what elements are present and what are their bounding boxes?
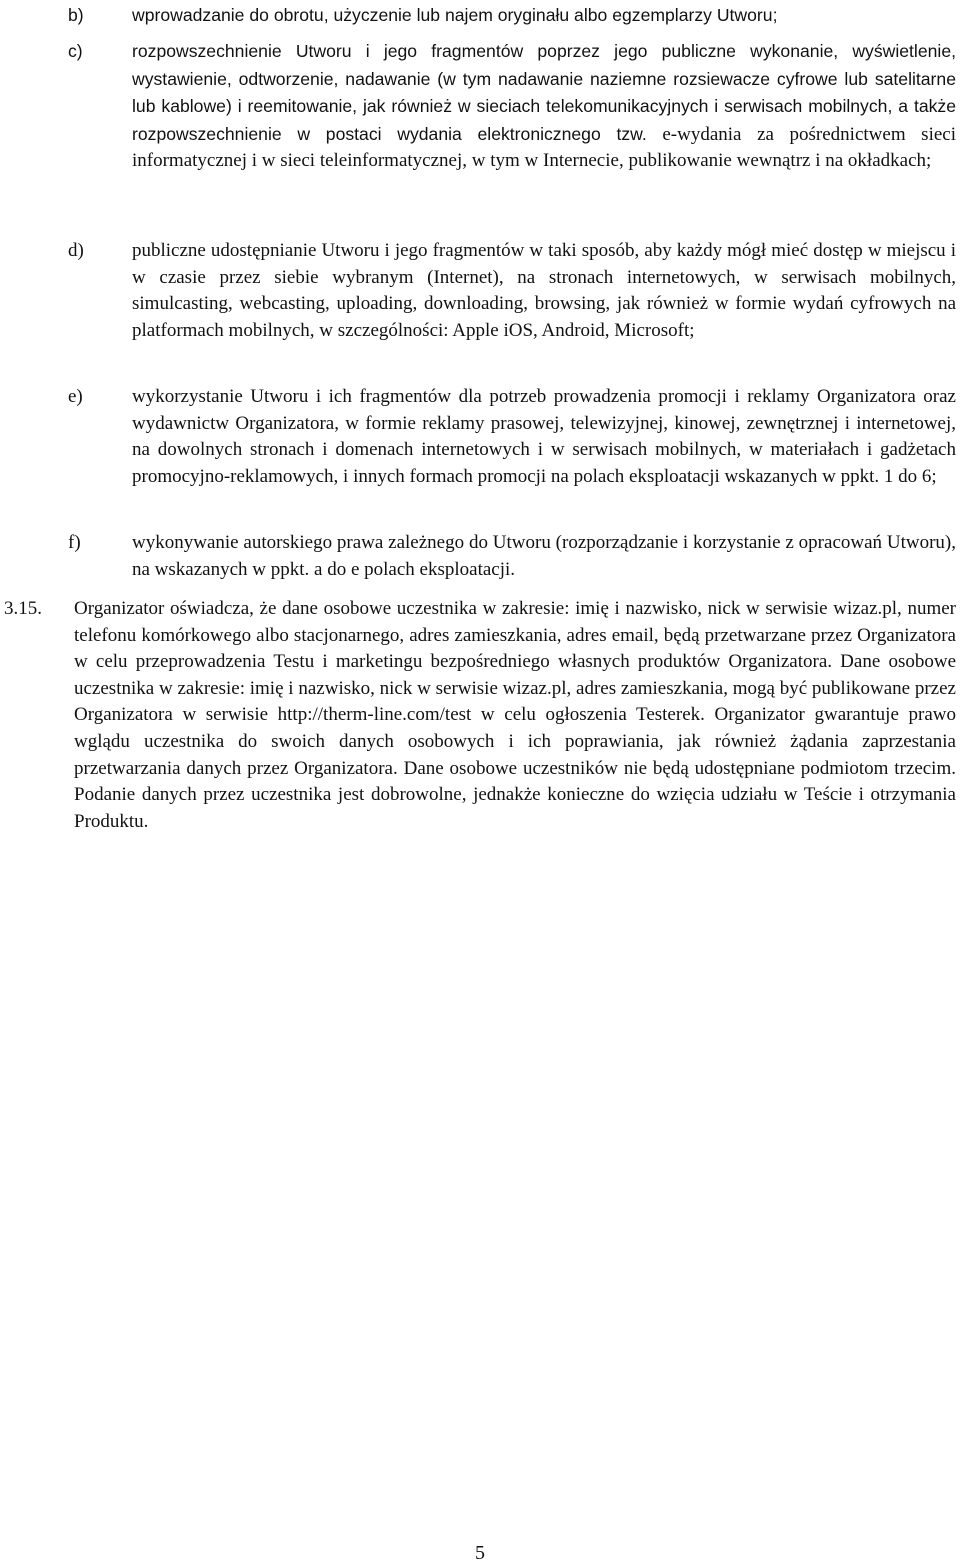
page-number: 5 — [475, 1542, 485, 1564]
list-item-text: publiczne udostępnianie Utworu i jego fragmentów w taki sposób, aby każdy mógł mieć dostęp w miejscu i w czasie przez siebie wybranym (Internet), na stronach internetowych, w serwisach mobilnych, simulcasting, webcasting, uploading, downloading, browsing, jak również w formie wydań cyfrowych na platformach mobilnych, w szczególności: Apple iOS, Android, Microsoft; — [132, 240, 956, 341]
list-item-text: wprowadzanie do obrotu, użyczenie lub najem oryginału albo egzemplarzy Utworu; — [132, 5, 778, 25]
list-item-text-part: e-wydania za pośrednictwem sieci informatycznej i w sieci teleinformatycznej, w tym w Internecie, publikowanie wewnątrz i na okładkach; — [132, 123, 956, 172]
list-item-text: wykorzystanie Utworu i ich fragmentów dla potrzeb prowadzenia promocji i reklamy Organizatora oraz wydawnictw Organizatora, w formie reklamy prasowej, telewizyjnej, kinowej, zewnętrznej i internetowej, na dowolnych stronach i domenach internetowych i w serwisach mobilnych, w materiałach i gadżetach promocyjno-reklamowych, i innych formach promocji na polach eksploatacji wskazanych w ppkt. 1 do 6; — [132, 386, 956, 487]
list-marker: b) — [68, 5, 84, 25]
list-item-text-part: rozpowszechnienie Utworu i jego fragmentów poprzez jego publiczne wykonanie, wyświetlenie, wystawienie, odtworzenie, nadawanie (w tym nadawanie naziemne rozsiewacze cyfrowe lub satelitarne lub kablowe) i reemitowanie, jak również w sieciach telekomunikacyjnych i serwisach mobilnych, a także rozpowszechnienie w postaci wydania elektronicznego tzw. — [132, 41, 956, 144]
list-marker: e) — [68, 386, 83, 407]
section-number: 3.15. — [4, 598, 42, 619]
list-item-text: wykonywanie autorskiego prawa zależnego do Utworu (rozporządzanie i korzystanie z opracowań Utworu), na wskazanych w ppkt. a do e polach eksploatacji. — [132, 532, 956, 580]
list-marker: f) — [68, 532, 81, 553]
list-marker: c) — [68, 41, 83, 61]
list-marker: d) — [68, 240, 84, 261]
list-item-text — [132, 38, 956, 175]
section-text: Organizator oświadcza, że dane osobowe uczestnika w zakresie: imię i nazwisko, nick w serwisie wizaz.pl, numer telefonu komórkowego albo stacjonarnego, adres zamieszkania, adres email, będą przetwarzane przez Organizatora w celu przeprowadzenia Testu i marketingu bezpośredniego własnych produktów Organizatora. Dane osobowe uczestnika w zakresie: imię i nazwisko, nick w serwisie wizaz.pl, adres zamieszkania, mogą być publikowane przez Organizatora w serwisie http://therm-line.com/test w celu ogłoszenia Testerek. Organizator gwarantuje prawo wglądu uczestnika do swoich danych osobowych i ich poprawiania, jak również żądania zaprzestania przetwarzania danych przez Organizatora. Dane osobowe uczestników nie będą udostępniane podmiotom trzecim. Podanie danych przez uczestnika jest dobrowolne, jednakże konieczne do wzięcia udziału w Teście i otrzymania Produktu. — [74, 598, 956, 832]
